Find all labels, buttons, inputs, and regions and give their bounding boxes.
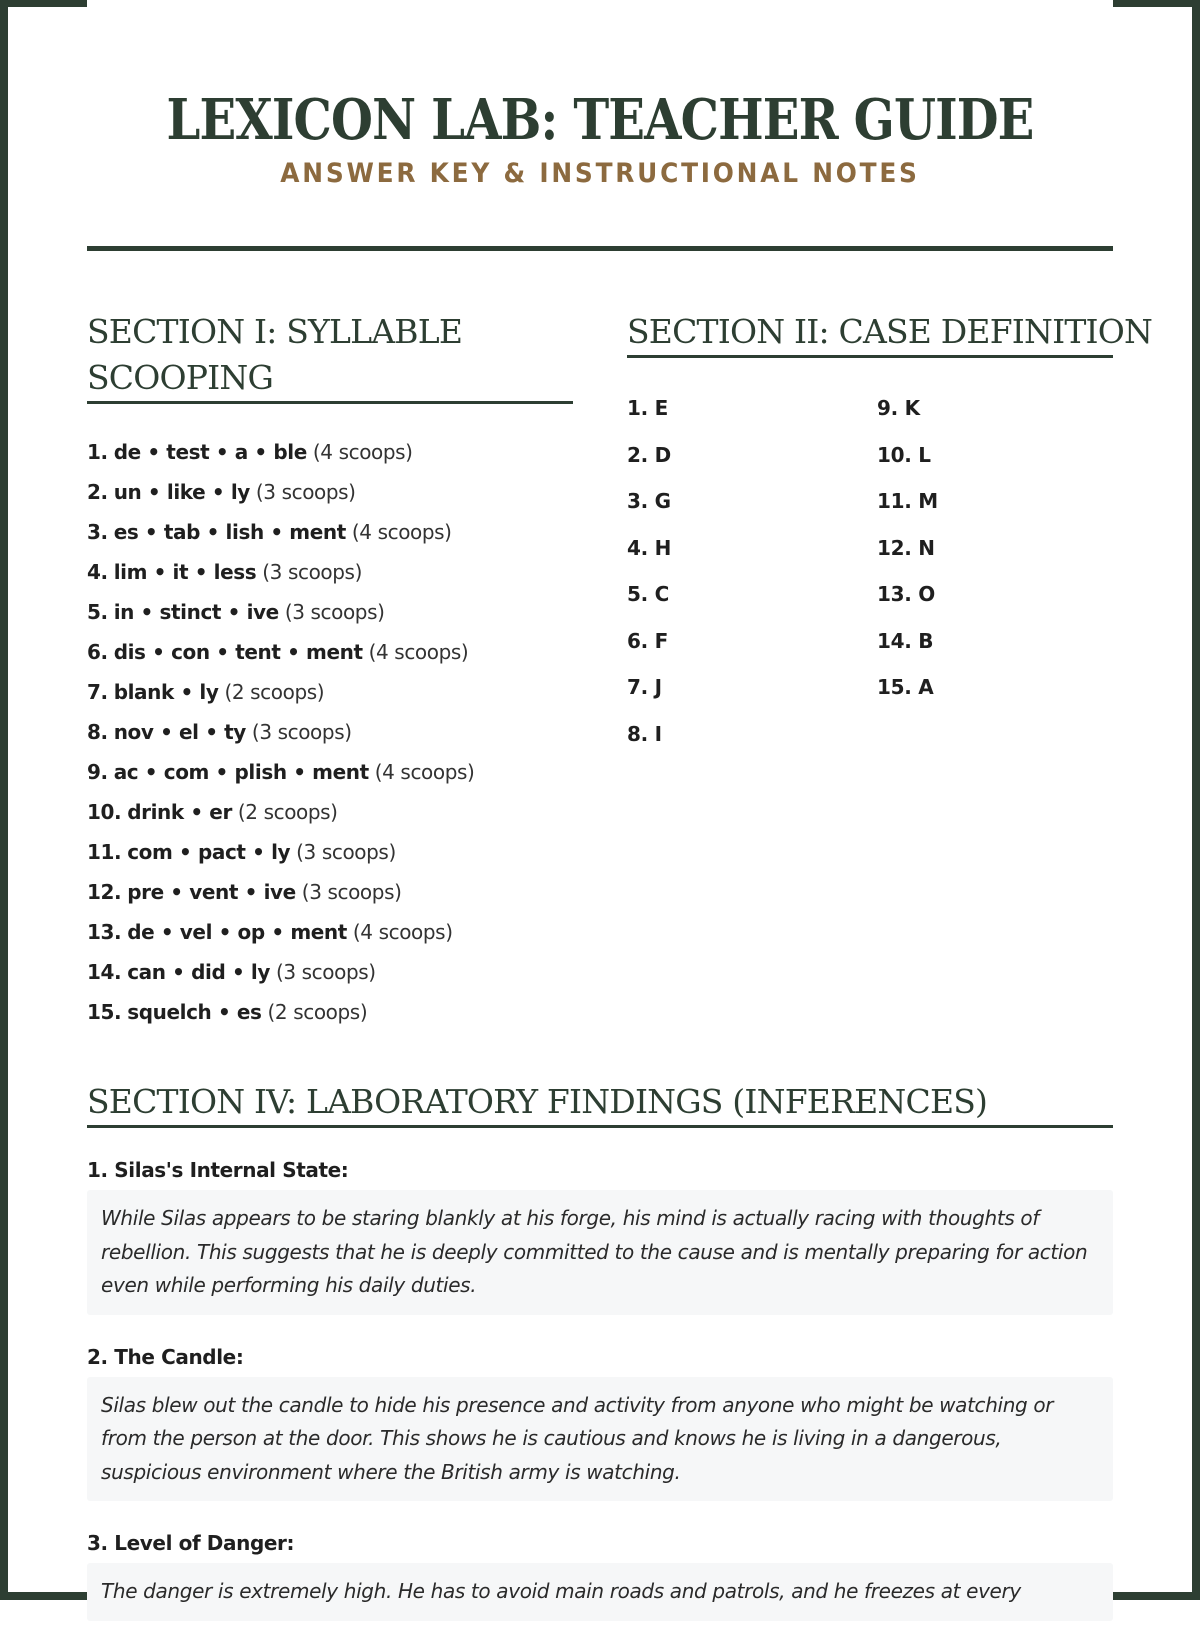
list-item — [87, 752, 573, 792]
section-heading-text: SECTION I: SYLLABLE SCOOPING — [87, 312, 463, 397]
scoop-count: (4 scoops) — [368, 640, 469, 664]
item-number: 10. — [87, 800, 122, 824]
scoop-count: (2 scoops) — [267, 1000, 368, 1024]
list-item — [87, 512, 573, 552]
list-item — [87, 792, 573, 832]
answer-item: 9. K — [877, 396, 920, 420]
scoop-count: (4 scoops) — [312, 440, 413, 464]
section-laboratory-findings — [87, 1079, 1113, 1643]
finding-label: 3. Level of Danger: — [87, 1531, 295, 1555]
scoop-count: (4 scoops) — [351, 520, 452, 544]
section-heading-text: SECTION II: CASE DEFINITION — [627, 312, 1153, 351]
findings-list — [87, 1150, 1113, 1621]
scoop-count: (3 scoops) — [255, 480, 356, 504]
syllable-breakdown: pre • vent • ive — [127, 880, 296, 904]
answer-item: 2. D — [627, 442, 671, 467]
page-subtitle: ANSWER KEY & INSTRUCTIONAL NOTES — [280, 158, 920, 189]
syllable-breakdown: com • pact • ly — [127, 840, 291, 864]
scoop-count: (2 scoops) — [224, 680, 325, 704]
answer-item: 11. M — [877, 489, 938, 513]
page-title: LEXICON LAB: TEACHER GUIDE — [166, 87, 1034, 153]
item-number: 6. — [87, 640, 108, 664]
answer-item: 14. B — [877, 628, 934, 653]
syllable-breakdown: un • like • ly — [113, 480, 250, 504]
list-item — [87, 472, 573, 512]
scoop-count: (4 scoops) — [352, 920, 453, 944]
list-item — [87, 872, 573, 912]
syllable-answer-list — [87, 432, 573, 1032]
document-header — [87, 0, 1113, 189]
list-item — [87, 912, 573, 952]
syllable-breakdown: es • tab • lish • ment — [113, 520, 346, 544]
scoop-count: (3 scoops) — [296, 840, 396, 864]
syllable-breakdown: in • stinct • ive — [113, 600, 279, 624]
answer-item: 10. L — [877, 442, 931, 467]
answer-item: 6. F — [627, 628, 668, 653]
answer-item: 3. G — [627, 489, 671, 513]
scoop-count: (3 scoops) — [284, 600, 385, 624]
section-case-definition — [627, 309, 1153, 757]
answer-item: 12. N — [877, 535, 935, 560]
item-number: 13. — [87, 920, 122, 944]
case-answer-grid — [627, 385, 1113, 757]
answer-item: 15. A — [877, 675, 934, 699]
section-heading — [87, 309, 573, 404]
syllable-breakdown: drink • er — [127, 800, 232, 824]
section-heading — [627, 309, 1153, 358]
answer-column-left — [627, 385, 877, 757]
list-item — [87, 952, 573, 992]
list-item — [87, 672, 573, 712]
scoop-count: (3 scoops) — [251, 720, 352, 744]
syllable-breakdown: ac • com • plish • ment — [113, 760, 369, 784]
answer-item: 7. J — [627, 675, 662, 699]
syllable-breakdown: blank • ly — [113, 680, 219, 704]
scoop-count: (4 scoops) — [374, 760, 475, 784]
scoop-count: (3 scoops) — [275, 960, 376, 984]
list-item — [87, 552, 573, 592]
answer-item: 13. O — [877, 582, 935, 606]
list-item — [87, 592, 573, 632]
item-number: 5. — [87, 600, 108, 624]
item-number: 8. — [87, 720, 108, 744]
item-number: 3. — [87, 520, 108, 544]
answer-item: 8. I — [627, 721, 662, 746]
list-item — [87, 432, 573, 472]
syllable-breakdown: dis • con • tent • ment — [113, 640, 363, 664]
scoop-count: (3 scoops) — [301, 880, 402, 904]
item-number: 9. — [87, 760, 108, 784]
item-number: 14. — [87, 960, 122, 984]
item-number: 12. — [87, 880, 122, 904]
item-number: 15. — [87, 1000, 122, 1024]
finding-answer-box: Silas blew out the candle to hide his presence and activity from anyone who might be watching or from the person at the door. This shows he is cautious and knows he is living in a dangerous, suspicious environment where the British army is watching. — [87, 1377, 1113, 1502]
answer-item: 5. C — [627, 582, 669, 606]
answer-item: 1. E — [627, 396, 668, 420]
section-heading — [87, 1079, 1113, 1128]
header-divider — [87, 246, 1113, 251]
item-number: 11. — [87, 840, 122, 864]
finding-label: 2. The Candle: — [87, 1344, 244, 1369]
item-number: 7. — [87, 680, 108, 704]
syllable-breakdown: de • vel • op • ment — [127, 920, 347, 944]
list-item — [87, 992, 573, 1032]
syllable-breakdown: can • did • ly — [127, 960, 270, 984]
answer-column-right — [877, 385, 1113, 757]
finding-answer-box: While Silas appears to be staring blankly at his forge, his mind is actually racing with thoughts of rebellion. This suggests that he is deeply committed to the cause and is mentally preparing for action even while performing his daily duties. — [87, 1190, 1113, 1315]
finding-label: 1. Silas's Internal State: — [87, 1158, 349, 1182]
finding-answer-box: The danger is extremely high. He has to avoid main roads and patrols, and he freezes at every — [87, 1563, 1113, 1621]
answer-item: 4. H — [627, 535, 672, 560]
syllable-breakdown: squelch • es — [127, 1000, 262, 1024]
syllable-breakdown: lim • it • less — [113, 560, 257, 584]
list-item — [87, 712, 573, 752]
item-number: 2. — [87, 480, 108, 504]
scoop-count: (2 scoops) — [237, 800, 338, 824]
syllable-breakdown: nov • el • ty — [113, 720, 246, 744]
section-syllable-scooping — [87, 309, 573, 1032]
list-item — [87, 632, 573, 672]
syllable-breakdown: de • test • a • ble — [113, 440, 307, 464]
scoop-count: (3 scoops) — [262, 560, 362, 584]
item-number: 4. — [87, 560, 108, 584]
list-item — [87, 832, 573, 872]
item-number: 1. — [87, 440, 108, 464]
document-page — [87, 0, 1153, 1603]
section-heading-text: SECTION IV: LABORATORY FINDINGS (INFERENCES) — [87, 1082, 988, 1121]
